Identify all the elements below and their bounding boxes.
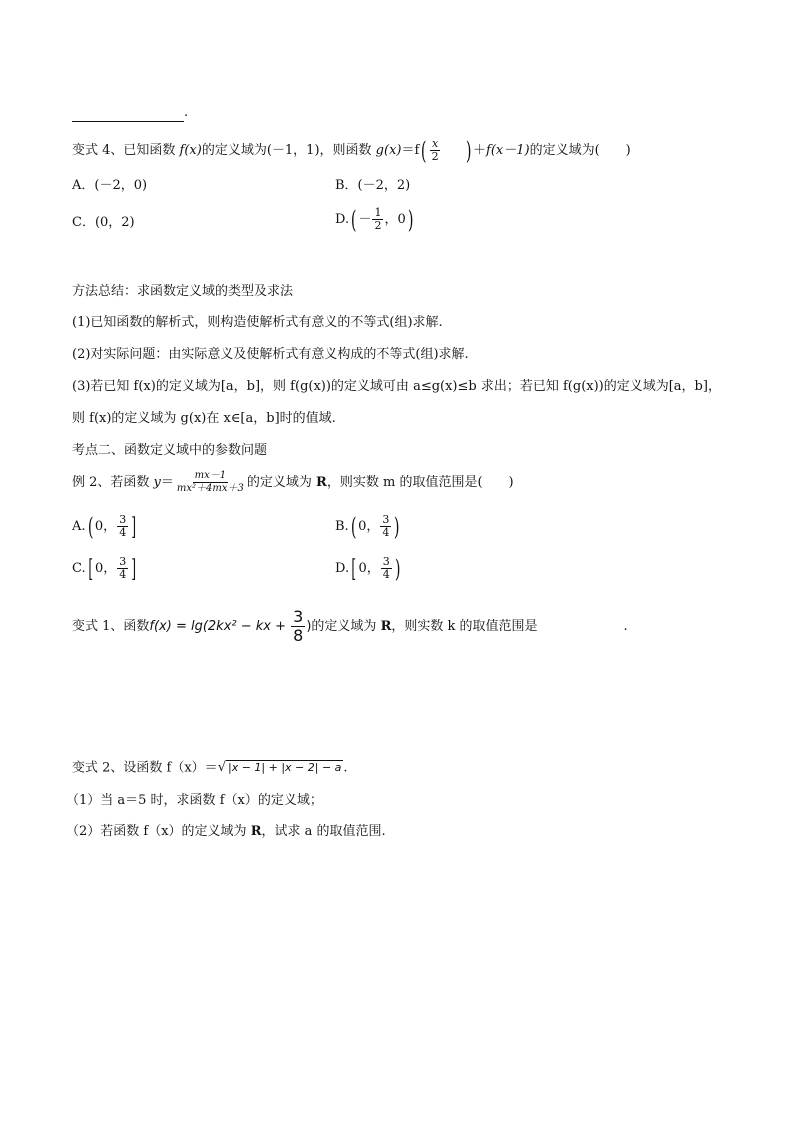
d-rest: ，0 — [384, 212, 406, 227]
ex2-y: y — [153, 475, 161, 490]
method-line-4: 则 f(x)的定义域为 g(x)在 x∈[a，b]时的值域. — [72, 411, 336, 426]
ex2-prefix: 例 2、若函数 — [72, 475, 154, 490]
var1-den: 8 — [293, 626, 304, 645]
ex2-fraction — [175, 470, 246, 495]
q2-prefix: （2）若函数 f（x）的定义域为 — [66, 824, 251, 839]
right-paren: ) — [465, 136, 472, 165]
c-zero: 0， — [95, 561, 117, 576]
b-num: 3 — [382, 513, 390, 526]
a-right-bracket: ] — [131, 512, 137, 541]
variant-2-question — [72, 759, 348, 778]
ex2-tail: ，则实数 m 的取值范围是( ) — [326, 475, 514, 490]
plus-sign: ＋ — [473, 143, 487, 158]
c-label: C. — [72, 561, 86, 576]
d2-left-bracket: [ — [351, 554, 357, 583]
variant-4-option-d — [335, 207, 415, 232]
d-label: D. — [335, 561, 350, 576]
example-2-option-a — [72, 514, 139, 539]
frac-den: 2 — [431, 150, 439, 163]
d-fraction — [372, 207, 383, 232]
ex2-eq: ＝ — [160, 475, 174, 490]
variant-4-tail: 的定义域为( ) — [529, 143, 631, 158]
ex2-R: R — [316, 475, 327, 490]
d2-num: 3 — [382, 555, 390, 568]
option-d-label: D. — [335, 212, 350, 227]
b-den: 4 — [382, 526, 390, 539]
var1-formula: f(x) = lg(2kx² − kx + — [149, 619, 291, 634]
d-minus: － — [358, 212, 372, 227]
radicand: |x − 1| + |x − 2| − a — [227, 761, 342, 774]
a-zero: 0， — [94, 519, 117, 534]
method-line-1: (1)已知函数的解析式，则构造使解析式有意义的不等式(组)求解. — [72, 315, 443, 330]
d-num: 1 — [374, 206, 382, 219]
variant-4-mid: 的定义域为(－1，1)，则函数 — [201, 143, 376, 158]
sqrt-sign: √ — [217, 760, 226, 775]
b-right-paren: ) — [394, 512, 400, 541]
var1-prefix: 变式 1、函数 — [72, 619, 150, 634]
variant-2-q2 — [66, 823, 386, 841]
example-2-option-c — [72, 556, 139, 581]
a-left-paren: ( — [87, 512, 94, 541]
period: . — [184, 105, 189, 120]
ex2-mid: 的定义域为 — [246, 475, 317, 490]
a-num: 3 — [119, 513, 127, 526]
d2-fraction — [381, 556, 392, 581]
example-2-question — [72, 470, 514, 495]
method-title: 方法总结：求函数定义域的类型及求法 — [72, 284, 294, 299]
variant-4-prefix: 变式 4、已知函数 — [72, 143, 180, 158]
blank-underline — [72, 107, 184, 122]
variant-4-question — [72, 138, 631, 163]
c-num: 3 — [119, 555, 127, 568]
gx-text: g(x) — [375, 143, 402, 158]
variant-2-q1: （1）当 a＝5 时，求函数 f（x）的定义域； — [66, 793, 323, 808]
example-2-option-b — [335, 514, 402, 539]
method-line-2: (2)对实际问题：由实际意义及使解析式有意义构成的不等式(组)求解. — [72, 347, 469, 362]
q2-R: R — [250, 824, 262, 839]
a-den: 4 — [119, 526, 127, 539]
d2-right-paren: ) — [394, 554, 401, 583]
d-right-paren: ) — [407, 205, 414, 234]
kaodian-2-heading: 考点二、函数定义域中的参数问题 — [72, 443, 268, 458]
left-paren: ( — [421, 136, 427, 165]
a-label: A. — [72, 519, 86, 534]
d-left-paren: ( — [350, 205, 357, 234]
a-fraction — [117, 514, 128, 539]
c-right-bracket: ] — [131, 554, 137, 583]
variant-4-option-b: B．(－2，2) — [335, 178, 411, 193]
answer-blank-line — [72, 104, 188, 122]
b-left-paren: ( — [350, 512, 357, 541]
fx-minus-1: f(x－1) — [486, 143, 530, 158]
c-fraction — [117, 556, 128, 581]
var1-R: R — [380, 619, 392, 634]
frac-num: x — [432, 137, 439, 150]
method-line-3: (3)若已知 f(x)的定义域为[a，b]，则 f(g(x))的定义域可由 a≤g(x)≤b 求出；若已知 f(g(x))的定义域为[a，b]， — [72, 379, 721, 394]
var2-prefix: 变式 2、设函数 f（x）＝ — [72, 760, 218, 776]
sqrt-expression — [218, 759, 344, 777]
var2-end: . — [343, 760, 348, 776]
var1-close: ) — [306, 619, 312, 634]
q2-tail: ，试求 a 的取值范围. — [261, 824, 386, 839]
ex2-den: mx²＋4mx＋3 — [176, 483, 244, 494]
variant-1-question — [72, 608, 628, 645]
fx-text: f(x) — [179, 143, 202, 158]
ex2-num: mx－1 — [194, 470, 227, 481]
fraction-x-over-2 — [430, 138, 441, 163]
c-left-bracket: [ — [87, 554, 93, 583]
var1-tail: ，则实数 k 的取值范围是 — [391, 619, 538, 634]
variant-4-option-a: A．(－2，0) — [72, 178, 148, 193]
d2-zero: 0， — [358, 561, 380, 576]
example-2-option-d — [335, 556, 402, 581]
eq-f: ＝f — [401, 143, 420, 158]
b-label: B. — [335, 519, 349, 534]
c-den: 4 — [119, 568, 127, 581]
var1-mid: 的定义域为 — [311, 619, 381, 634]
var1-num: 3 — [293, 607, 304, 626]
var1-fraction — [291, 608, 305, 645]
b-fraction — [380, 514, 391, 539]
b-zero: 0， — [358, 519, 380, 534]
variant-4-option-c: C．(0，2) — [72, 215, 135, 230]
d2-den: 4 — [382, 568, 390, 581]
var1-end: . — [623, 619, 628, 634]
d-den: 2 — [374, 219, 382, 232]
